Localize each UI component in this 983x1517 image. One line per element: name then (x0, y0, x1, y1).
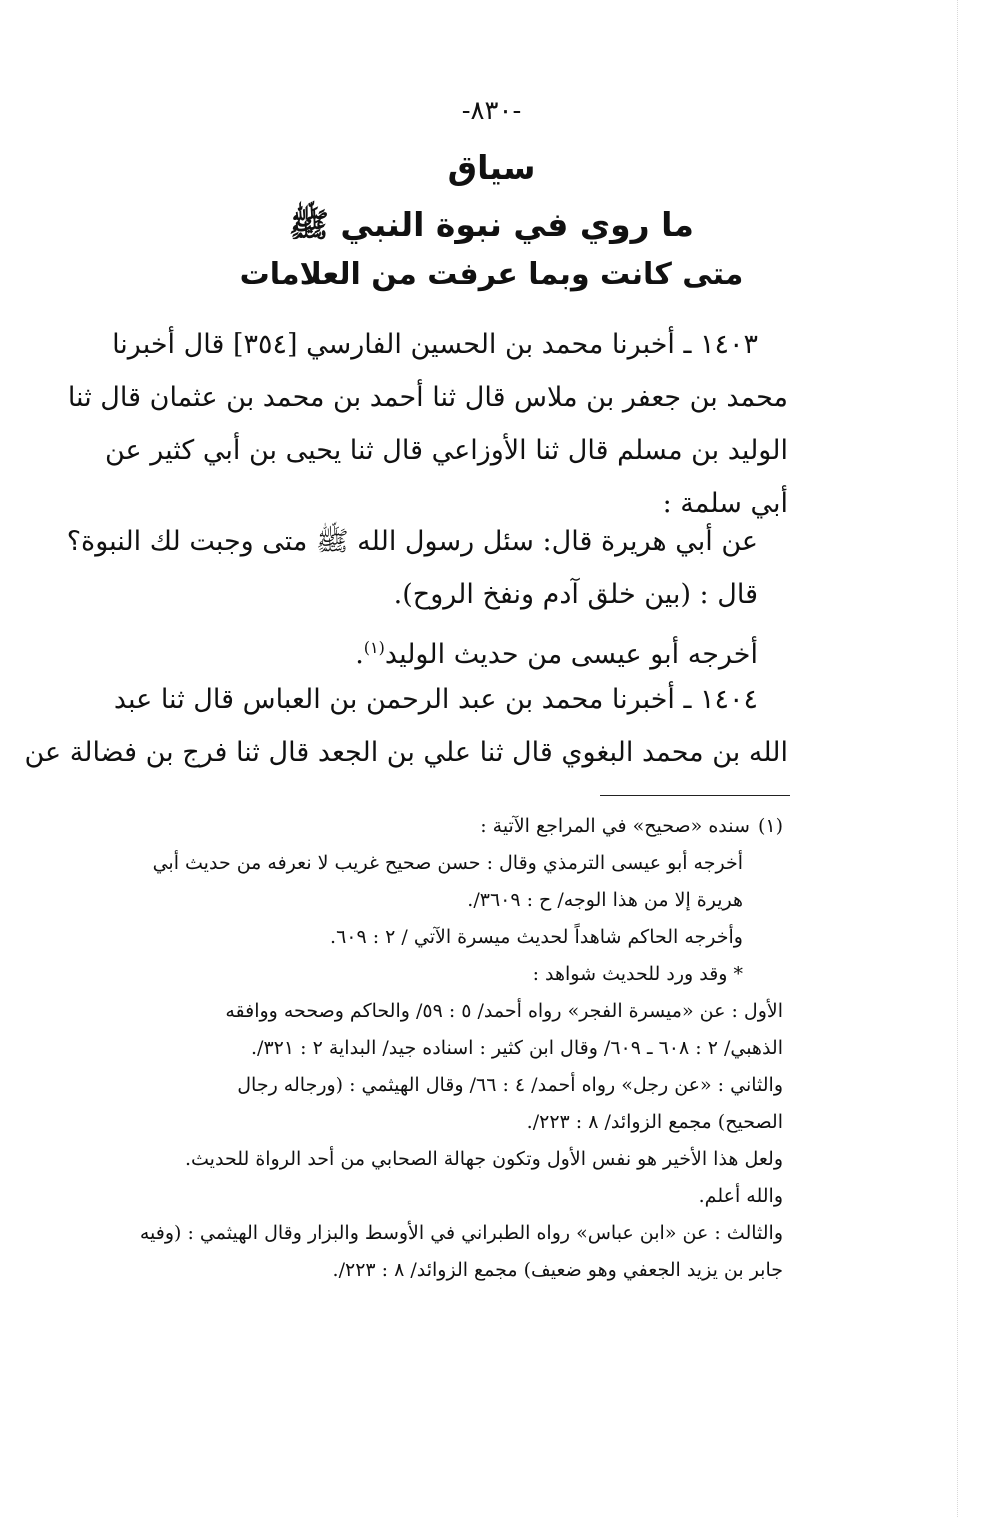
text-line: أبي سلمة : (662, 488, 788, 519)
text-line: عن أبي هريرة قال: سئل رسول الله ﷺ متى وجبت لك النبوة؟ (66, 526, 758, 557)
footnote-line: جابر بن يزيد الجعفي وهو ضعيف) مجمع الزوائد/ ٨ : ٢٢٣/. (332, 1259, 783, 1281)
footnote-ref: (١) (363, 638, 385, 657)
text-line: الله بن محمد البغوي قال ثنا علي بن الجعد قال ثنا فرج بن فضالة عن (24, 737, 788, 768)
hadith-1404 (24, 673, 788, 779)
footnote-line: الصحيح) مجمع الزوائد/ ٨ : ٢٢٣/. (526, 1111, 783, 1133)
footnote-line: وأخرجه الحاكم شاهداً لحديث ميسرة الآتي / ٢ : ٦٠٩. (330, 926, 743, 948)
footnote-text: سنده «صحيح» في المراجع الآتية : (480, 815, 750, 837)
text-line: ١٤٠٤ ـ أخبرنا محمد بن عبد الرحمن بن العباس قال ثنا عبد (113, 684, 758, 715)
text-line: ١٤٠٣ ـ أخبرنا محمد بن الحسين الفارسي [٣٥٤] قال أخبرنا (112, 329, 758, 360)
footnote-line: والثاني : «عن رجل» رواه أحمد/ ٤ : ٦٦/ وقال الهيثمي : (ورجاله رجال (237, 1074, 783, 1096)
footnote-line: والثالث : عن «ابن عباس» رواه الطبراني في الأوسط والبزار وقال الهيثمي : (وفيه (139, 1222, 783, 1244)
footnote-line: أخرجه أبو عيسى الترمذي وقال : حسن صحيح غريب لا نعرفه من حديث أبي (152, 852, 743, 874)
text-line: محمد بن جعفر بن ملاس قال ثنا أحمد بن محمد بن عثمان قال ثنا (67, 382, 788, 413)
footnote-line: الذهبي/ ٢ : ٦٠٨ ـ ٦٠٩/ وقال ابن كثير : اسناده جيد/ البداية ٢ : ٣٢١/. (251, 1037, 783, 1059)
footnote-line: * وقد ورد للحديث شواهد : (532, 963, 743, 985)
hadith-1403 (67, 318, 788, 530)
heading-section: سياق (447, 148, 536, 187)
page-edge-line (957, 0, 958, 1517)
takhrij-end: . (355, 639, 364, 670)
heading-title: ما روي في نبوة النبي ﷺ (289, 205, 694, 244)
footnote-marker: (١) (757, 815, 783, 837)
footnote-first-line (118, 808, 783, 845)
heading-subtitle: متى كانت وبما عرفت من العلامات (239, 257, 744, 292)
footnote-separator (600, 795, 790, 796)
footnote-line: هريرة إلا من هذا الوجه/ ح : ٣٦٠٩/. (467, 889, 743, 911)
footnote-line: ولعل هذا الأخير هو نفس الأول وتكون جهالة الصحابي من أحد الرواة للحديث. (184, 1148, 783, 1170)
text-line: الوليد بن مسلم قال ثنا الأوزاعي قال ثنا يحيى بن أبي كثير عن (104, 435, 788, 466)
takhrij-line (120, 621, 788, 681)
page-number: -٨٣٠- (461, 96, 522, 126)
footnotes (118, 808, 783, 1289)
text-line: قال : (بين خلق آدم ونفخ الروح). (393, 579, 758, 610)
hadith-matn (66, 515, 788, 681)
footnote-line: والله أعلم. (698, 1185, 783, 1207)
takhrij-text: أخرجه أبو عيسى من حديث الوليد (384, 639, 758, 670)
footnote-line: الأول : عن «ميسرة الفجر» رواه أحمد/ ٥ : ٥٩/ والحاكم وصححه ووافقه (225, 1000, 783, 1022)
